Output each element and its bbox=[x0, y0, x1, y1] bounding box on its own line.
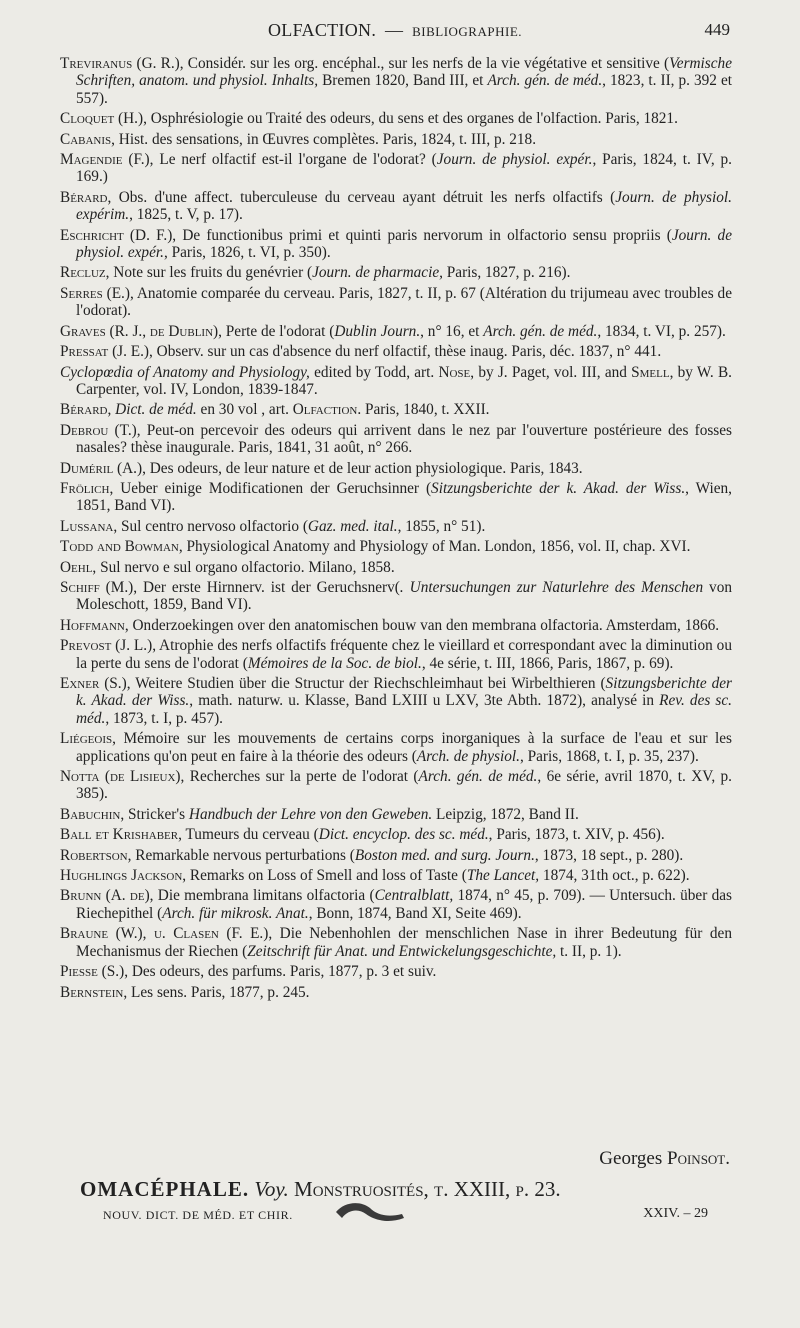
footer-signature-mark: NOUV. DICT. DE MÉD. ET CHIR. bbox=[103, 1208, 293, 1222]
entry-author: Duméril (A.), bbox=[60, 459, 146, 477]
bibliography-entry bbox=[60, 538, 732, 555]
entry-author: Liégeois, bbox=[60, 730, 116, 748]
bibliography-entry bbox=[60, 579, 732, 614]
entry-small-caps: Smell bbox=[631, 363, 670, 381]
entry-text: , 4e série, t. III, 1866, Paris, 1867, p. 69). bbox=[421, 654, 674, 672]
entry-author: Recluz, bbox=[60, 264, 110, 282]
entry-text: , Wien, 1851, Band VI). bbox=[76, 479, 732, 515]
bibliography-entry bbox=[60, 343, 732, 360]
entry-text: . Paris, 1840, t. XXII. bbox=[357, 401, 490, 419]
entry-text: , Paris, 1873, t. XIV, p. 456). bbox=[488, 826, 665, 844]
entry-author: Bérard, bbox=[60, 401, 112, 419]
entry-author: Treviranus (G. R.), bbox=[60, 55, 184, 72]
headword-reference: Monstruosités, t. XXIII, p. 23. bbox=[294, 1177, 561, 1201]
entry-author: Cabanis, bbox=[60, 130, 115, 148]
entry-author: Notta (de Lisieux), bbox=[60, 768, 185, 786]
bibliography-entry bbox=[60, 285, 732, 320]
bibliography-list bbox=[60, 55, 732, 1004]
entry-italic-title: Dict. encyclop. des sc. méd. bbox=[318, 826, 489, 844]
entry-italic-title: Arch. de physiol. bbox=[416, 747, 520, 765]
entry-author: Todd and Bowman, bbox=[60, 538, 183, 556]
entry-text: Die membrana limitans olfactoria ( bbox=[153, 887, 375, 905]
bibliography-entry bbox=[60, 637, 732, 672]
entry-text: , Bonn, 1874, Band XI, Seite 469). bbox=[308, 904, 522, 922]
entry-author: Lussana, bbox=[60, 517, 118, 535]
entry-text: t. II, p. 1). bbox=[556, 942, 622, 960]
running-head-title: OLFACTION. bbox=[267, 20, 377, 40]
entry-text: , Paris, 1826, t. VI, p. 350). bbox=[163, 244, 331, 262]
entry-italic-title: Arch. gén. de méd. bbox=[418, 768, 538, 786]
bibliography-entry bbox=[60, 806, 732, 823]
bibliography-entry bbox=[60, 480, 732, 515]
bibliography-entry bbox=[60, 110, 732, 127]
bibliography-entry bbox=[60, 887, 732, 922]
entry-text: Sul nervo e sul organo olfactorio. Milano, 1858. bbox=[96, 558, 395, 576]
signature-last-name: Poinsot. bbox=[667, 1148, 730, 1169]
entry-text: Perte de l'odorat ( bbox=[221, 322, 335, 340]
entry-text: Note sur les fruits du genévrier ( bbox=[109, 264, 313, 282]
entry-author: Debrou (T.), bbox=[60, 421, 141, 439]
bibliography-entry bbox=[60, 617, 732, 634]
entry-text: , 1873, 18 sept., p. 280). bbox=[534, 846, 684, 864]
bibliography-entry bbox=[60, 323, 732, 340]
bibliography-entry bbox=[60, 867, 732, 884]
entry-author: Frölich, bbox=[60, 479, 114, 497]
entry-author: Prevost (J. L.), bbox=[60, 637, 157, 655]
entry-text: , math. naturw. u. Klasse, Band LXIII u LXV, 3te Abth. 1872), analysé in bbox=[189, 692, 660, 710]
entry-italic-title: Rev. des sc. méd. bbox=[76, 692, 733, 727]
entry-author: Cloquet (H.), bbox=[60, 110, 147, 128]
entry-text: , 6e série, avril 1870, t. XV, p. 385). bbox=[76, 768, 733, 803]
entry-italic-title: Journ. de physiol. expér. bbox=[76, 226, 732, 262]
entry-italic-title: Dublin Journ. bbox=[334, 322, 421, 340]
bibliography-entry bbox=[60, 227, 732, 262]
bibliography-entry bbox=[60, 847, 732, 864]
entry-italic-title: Mémoires de la Soc. de biol. bbox=[247, 654, 422, 672]
entry-italic-title: Arch. für mikrosk. Anat. bbox=[162, 904, 309, 922]
entry-author: Pressat (J. E.), bbox=[60, 343, 153, 361]
entry-text: Des odeurs, des parfums. Paris, 1877, p. 3 et suiv. bbox=[128, 963, 437, 981]
entry-text: , Paris, 1868, t. I, p. 35, 237). bbox=[519, 747, 699, 765]
bibliography-entry bbox=[60, 460, 732, 477]
entry-author: Serres (E.), bbox=[60, 284, 134, 302]
bibliography-entry bbox=[60, 401, 732, 418]
entry-italic-title: Centralblatt, bbox=[374, 887, 454, 905]
bibliography-entry bbox=[60, 984, 732, 1001]
bibliography-entry bbox=[60, 364, 732, 399]
entry-text: Osphrésiologie ou Traité des odeurs, du sens et des organes de l'olfaction. Paris, 1821. bbox=[146, 110, 678, 128]
entry-text: Hist. des sensations, in Œuvres complètes. Paris, 1824, t. III, p. 218. bbox=[114, 130, 537, 148]
entry-italic-title: Arch. gén. de méd. bbox=[483, 322, 598, 340]
entry-small-caps: Nose bbox=[438, 363, 471, 381]
entry-italic-title: Journ. de physiol. expérim. bbox=[76, 188, 732, 224]
entry-italic-title: The Lancet, bbox=[466, 867, 540, 885]
entry-italic-title: Sitzungsberichte der k. Akad. der Wiss. bbox=[431, 479, 686, 497]
entry-text: Weitere Studien über die Structur der Riechschleimhaut bei Wirbelthieren ( bbox=[130, 675, 606, 692]
entry-author: Hughlings Jackson, bbox=[60, 867, 187, 885]
entry-text: Bremen 1820, Band III, et bbox=[318, 72, 488, 90]
entry-text: en 30 vol , art. bbox=[196, 401, 293, 419]
headword-term: OMACÉPHALE. bbox=[80, 1177, 250, 1201]
entry-italic-title: Journ. de physiol. expér. bbox=[436, 151, 593, 169]
entry-italic-title: Sitzungsberichte der k. Akad. der Wiss. bbox=[76, 675, 732, 710]
entry-text: , 1873, t. I, p. 457). bbox=[105, 709, 224, 727]
running-head-separator: — bbox=[384, 20, 404, 40]
entry-text: Mémoire sur les mouvements de certains corps inorganiques à la surface de l'eau et sur les applications qu'on peut en faire à la théorie des odeurs ( bbox=[76, 730, 732, 765]
bibliography-entry bbox=[60, 826, 732, 843]
entry-text: , 1823, t. II, p. 392 et 557). bbox=[76, 72, 732, 107]
entry-author: Piesse (S.), bbox=[60, 963, 129, 981]
entry-text: Onderzoekingen over den anatomischen bouw van den membrana olfactoria. Amsterdam, 1866. bbox=[128, 616, 720, 634]
entry-small-caps: Olfaction bbox=[292, 401, 358, 419]
bibliography-entry bbox=[60, 422, 732, 457]
entry-italic-title: Vermische Schriften, anatom. und physiol. Inhalts, bbox=[76, 55, 732, 90]
entry-text: Sul centro nervoso olfactorio ( bbox=[117, 517, 308, 535]
page-footer bbox=[103, 1206, 708, 1228]
bibliography-entry bbox=[60, 559, 732, 576]
entry-italic-title: Gaz. med. ital. bbox=[307, 517, 398, 535]
running-head bbox=[60, 20, 730, 41]
entry-text: Peut-on percevoir des odeurs qui arrivent dans le nez par l'ouverture postérieure des fosses nasales? thèse inaugurale. Paris, 1841, 31 août, n° 266. bbox=[76, 421, 732, 457]
entry-italic-title: Cyclopœdia of Anatomy and Physiology, bbox=[60, 363, 310, 381]
entry-text: Paris, 1827, p. 216). bbox=[442, 264, 571, 282]
entry-text: Remarks on Loss of Smell and loss of Taste ( bbox=[186, 867, 467, 885]
entry-text: Recherches sur la perte de l'odorat ( bbox=[184, 768, 419, 786]
entry-author: Hoffmann, bbox=[60, 616, 129, 634]
entry-author: Brunn (A. de), bbox=[60, 887, 154, 905]
entry-text: Stricker's bbox=[124, 805, 189, 823]
entry-italic-title: Handbuch der Lehre von den Geweben. bbox=[188, 805, 433, 823]
bibliography-entry bbox=[60, 730, 732, 765]
entry-italic-title: Dict. de méd. bbox=[115, 401, 197, 419]
page-number: 449 bbox=[704, 20, 730, 39]
entry-text: Les sens. Paris, 1877, p. 245. bbox=[127, 983, 310, 1001]
entry-text: , n° 16, et bbox=[420, 322, 484, 340]
entry-author: Magendie (F.), bbox=[60, 151, 154, 169]
entry-text: Le nerf olfactif est-il l'organe de l'odorat? ( bbox=[153, 151, 437, 169]
entry-author: Robertson, bbox=[60, 846, 132, 864]
author-signature bbox=[599, 1148, 730, 1170]
entry-text: Tumeurs du cerveau ( bbox=[181, 826, 319, 844]
bibliography-entry bbox=[60, 675, 732, 727]
entry-text: Obs. d'une affect. tuberculeuse du cerveau ayant détruit les nerfs olfactifs ( bbox=[111, 188, 616, 206]
entry-text: edited by Todd, art. bbox=[309, 363, 439, 381]
entry-author: Graves (R. J., de Dublin), bbox=[60, 322, 222, 340]
entry-text: Considér. sur les org. encéphal., sur les nerfs de la vie végétative et sensitive ( bbox=[183, 55, 670, 72]
footer-sheet-number: XXIV. – 29 bbox=[643, 1206, 708, 1221]
entry-text: von Moleschott, 1859, Band VI). bbox=[76, 578, 732, 614]
running-head-subtitle: BIBLIOGRAPHIE. bbox=[412, 24, 523, 39]
page-header bbox=[60, 20, 730, 48]
bibliography-entry bbox=[60, 925, 732, 960]
headword-see: Voy. bbox=[254, 1177, 289, 1201]
bibliography-entry bbox=[60, 131, 732, 148]
next-headword bbox=[80, 1177, 561, 1202]
entry-italic-title: Boston med. and surg. Journ. bbox=[354, 846, 535, 864]
bibliography-entry bbox=[60, 264, 732, 281]
entry-text: Der erste Hirnnerv. ist der Geruchsnerv( bbox=[137, 578, 400, 596]
bibliography-entry bbox=[60, 768, 732, 803]
entry-italic-title: . Untersuchungen zur Naturlehre des Menschen bbox=[399, 578, 704, 596]
entry-author: Oehl, bbox=[60, 558, 97, 576]
entry-text: , Paris, 1824, t. IV, p. 169.) bbox=[76, 151, 733, 186]
entry-author: Babuchin, bbox=[60, 805, 125, 823]
entry-author: Ball et Krishaber, bbox=[60, 826, 182, 844]
bibliography-entry bbox=[60, 189, 732, 224]
entry-author: Braune (W.), u. Clasen (F. E.), bbox=[60, 925, 273, 943]
entry-text: 1874, n° 45, p. 709). — Untersuch. über das Riechepithel ( bbox=[76, 887, 732, 922]
entry-italic-title: Arch. gén. de méd. bbox=[487, 72, 603, 90]
entry-author: Schiff (M.), bbox=[60, 578, 138, 596]
entry-text: , 1834, t. VI, p. 257). bbox=[597, 322, 726, 340]
entry-text: Leipzig, 1872, Band II. bbox=[432, 805, 579, 823]
entry-author: Bérard, bbox=[60, 188, 112, 206]
entry-text: Atrophie des nerfs olfactifs fréquente chez le vieillard et correspondant avec la diminution ou la perte du sens de l'odorat ( bbox=[76, 637, 732, 672]
entry-text: Observ. sur un cas d'absence du nerf olfactif, thèse inaug. Paris, déc. 1837, n° 441. bbox=[152, 343, 662, 361]
entry-italic-title: Journ. de pharmacie, bbox=[312, 264, 443, 282]
entry-text: Des odeurs, de leur nature et de leur action physiologique. Paris, 1843. bbox=[145, 459, 583, 477]
entry-author: Bernstein, bbox=[60, 983, 128, 1001]
entry-text: Remarkable nervous perturbations ( bbox=[131, 846, 355, 864]
entry-text: Ueber einige Modificationen der Geruchsinner ( bbox=[113, 479, 432, 497]
entry-text: Anatomie comparée du cerveau. Paris, 1827, t. II, p. 67 (Altération du trijumeau avec troubles de l'odorat). bbox=[76, 284, 732, 320]
entry-text: Physiological Anatomy and Physiology of Man. London, 1856, vol. II, chap. XVI. bbox=[182, 538, 691, 556]
bibliography-entry bbox=[60, 963, 732, 980]
entry-text: De functionibus primi et quinti paris nervorum in olfactorio sensu propriis ( bbox=[176, 226, 672, 244]
entry-text: 1874, 31th oct., p. 622). bbox=[539, 867, 690, 885]
bibliography-entry bbox=[60, 55, 732, 107]
bibliography-entry bbox=[60, 518, 732, 535]
entry-text: , by W. B. Carpenter, vol. IV, London, 1839-1847. bbox=[76, 363, 733, 398]
entry-text: , 1855, n° 51). bbox=[397, 517, 486, 535]
entry-author: Eschricht (D. F.), bbox=[60, 226, 177, 244]
entry-text: Die Nebenhohlen der menschlichen Nase in ihrer Bedeutung für den Mechanismus der Riechen ( bbox=[76, 925, 732, 960]
entry-italic-title: Zeitschrift für Anat. und Entwickelungsgeschichte, bbox=[247, 942, 557, 960]
entry-text: , by J. Paget, vol. III, and bbox=[470, 363, 632, 381]
signature-first-name: Georges bbox=[599, 1148, 663, 1169]
bibliography-entry bbox=[60, 151, 732, 186]
entry-text: , 1825, t. V, p. 17). bbox=[129, 206, 243, 224]
entry-author: Exner (S.), bbox=[60, 675, 131, 692]
